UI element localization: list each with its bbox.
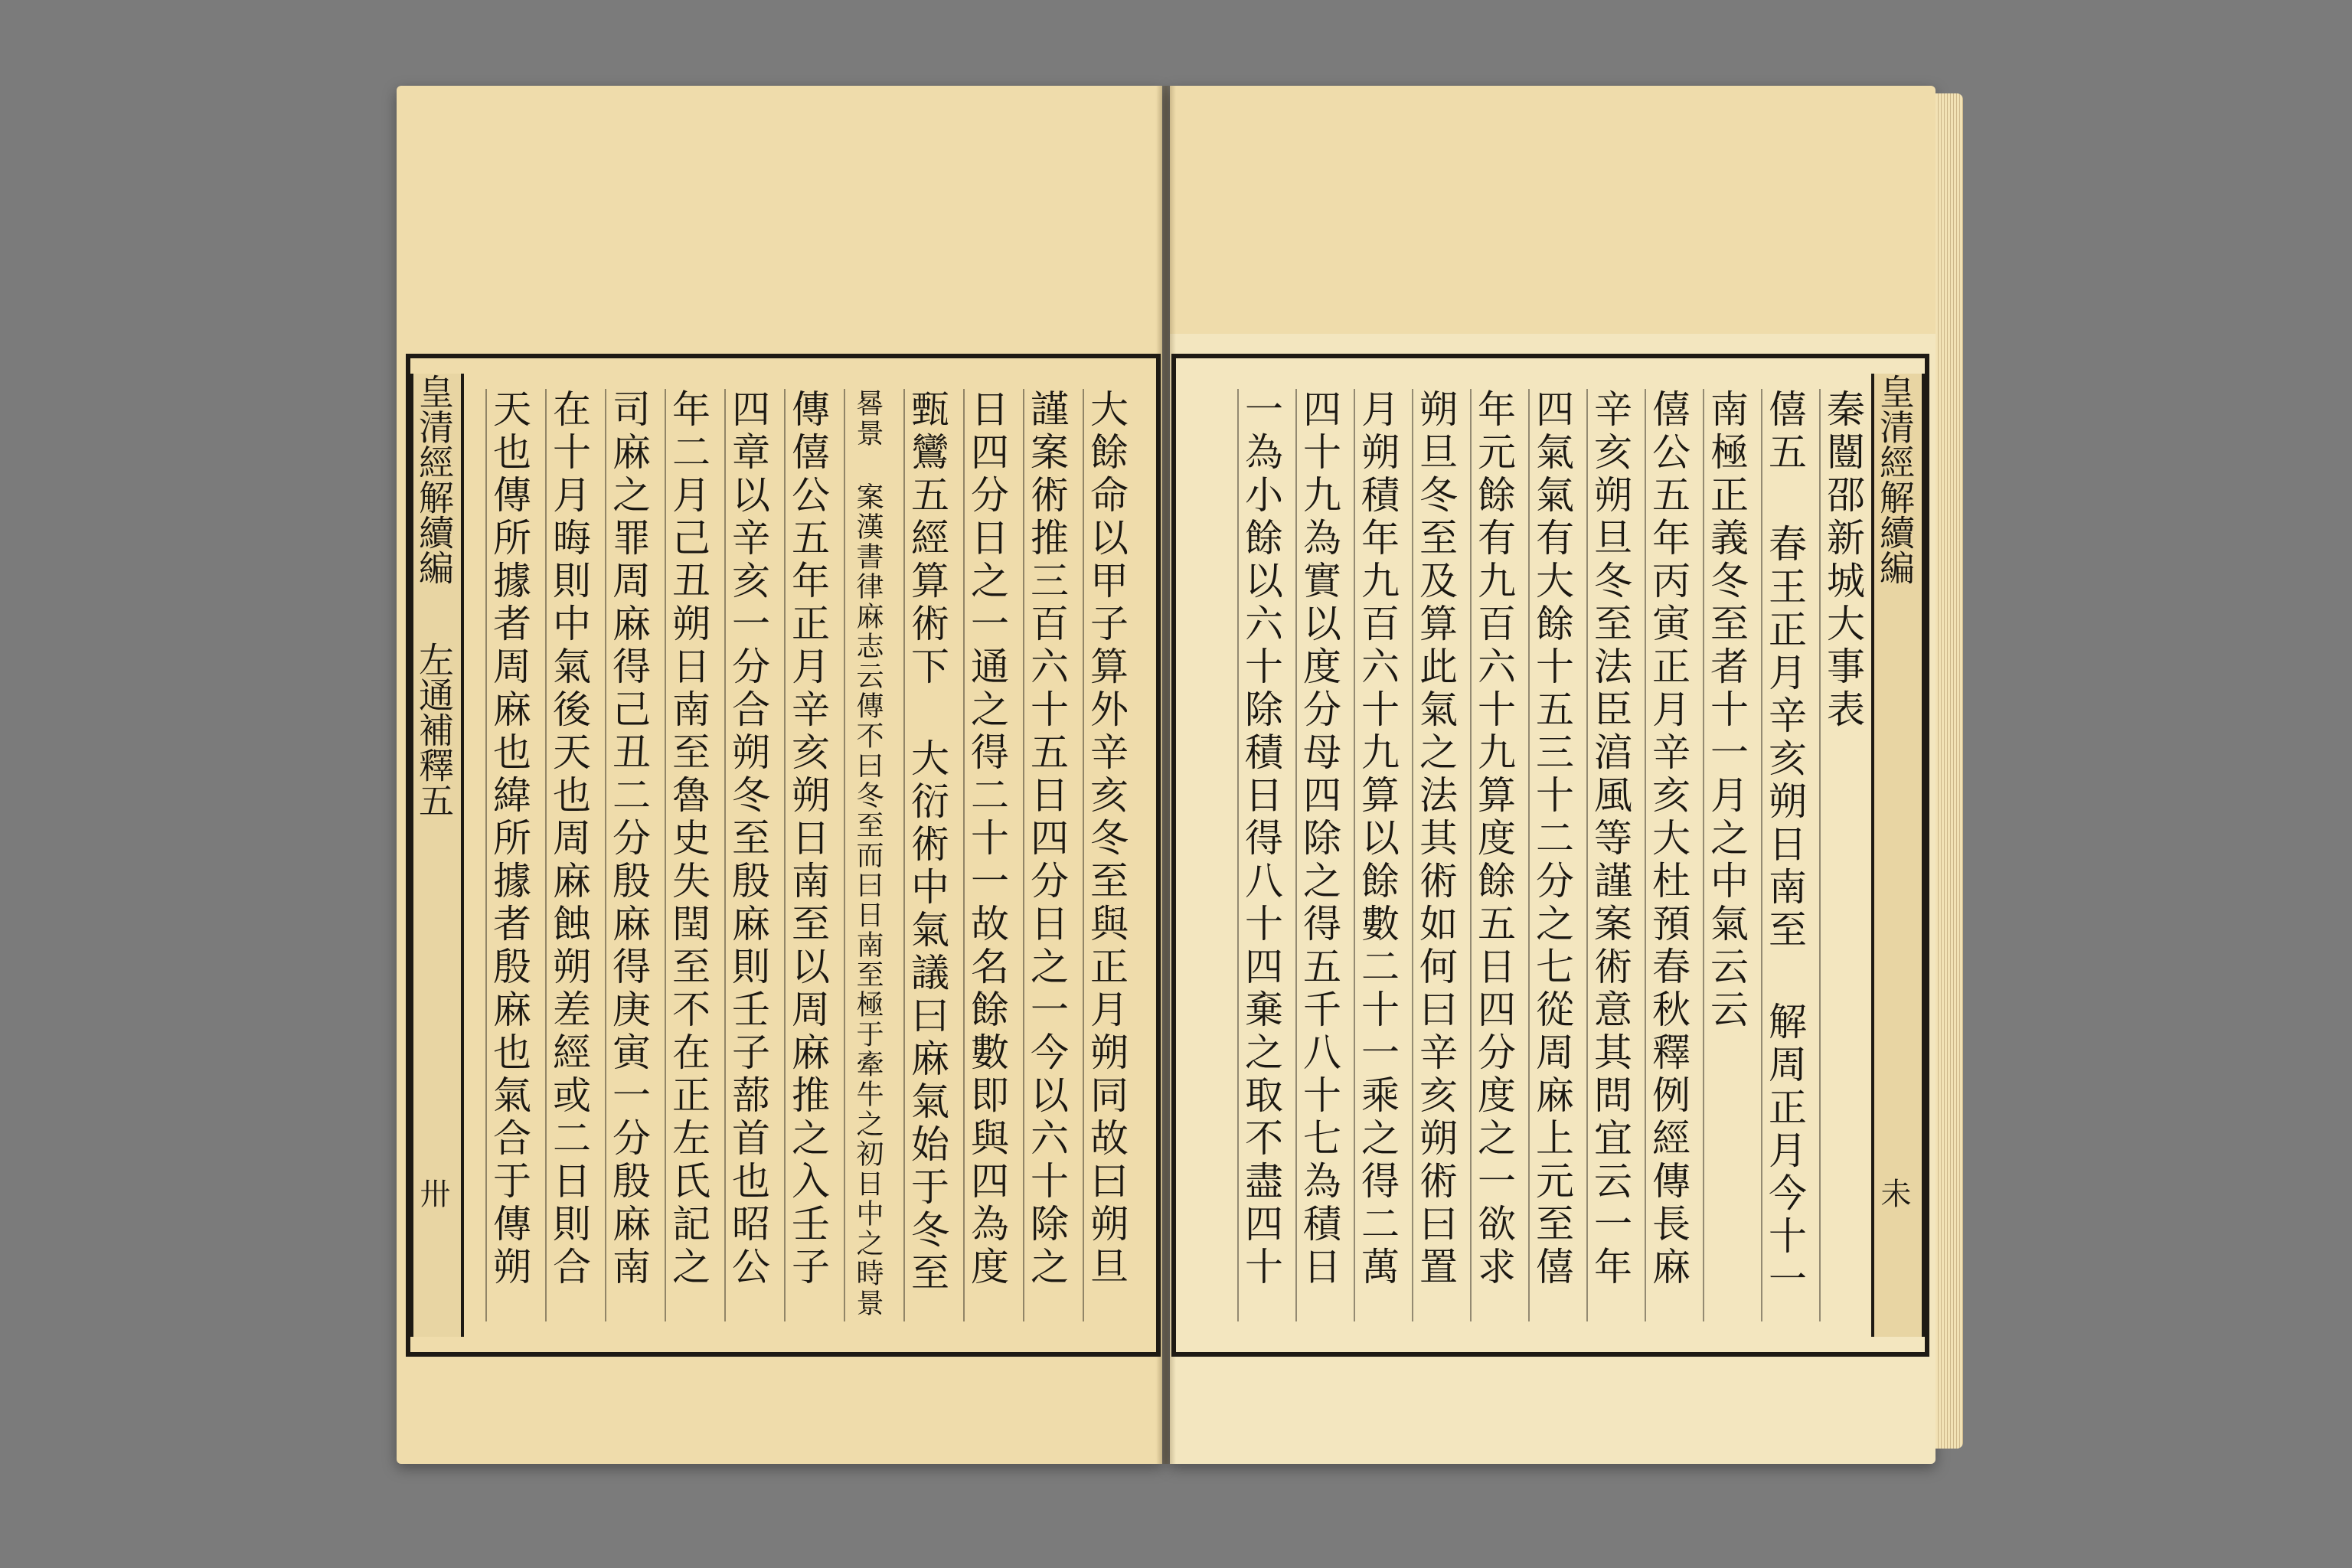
right-column-3: 南極正義冬至者十一月之中氣云云 (1703, 389, 1750, 1321)
left-column-1: 大餘命以甲子算外辛亥冬至與正月朔同故曰朔旦 (1083, 389, 1130, 1321)
right-column-9: 月朔積年九百六十九算以餘數二十一乘之得二萬 (1354, 389, 1401, 1321)
left-column-10: 在十月晦則中氣後天也周麻蝕朔差經或二日則合 (545, 389, 593, 1321)
left-column-2: 謹案術推三百六十五日四分日之一今以六十除之 (1023, 389, 1070, 1321)
left-text-frame (406, 354, 1161, 1357)
left-column-11: 天也傳所據者周麻也緯所據者殷麻也氣合于傳朔 (485, 389, 533, 1321)
open-book (397, 86, 1958, 1472)
right-column-2: 僖五 春王正月辛亥朔日南至 解周正月今十一 (1761, 389, 1808, 1321)
left-banner-subtitle: 左通補釋五 (413, 642, 455, 818)
right-column-7: 年元餘有九百六十九算度餘五日四分度之一欲求 (1470, 389, 1517, 1321)
left-column-6: 傳僖公五年正月辛亥朔日南至以周麻推之入壬子 (784, 389, 831, 1321)
right-text-frame (1171, 354, 1929, 1357)
right-column-1: 秦闓邵新城大事表 (1819, 389, 1867, 1321)
page-edges (1936, 93, 1963, 1449)
right-column-11: 一為小餘以六十除積日得八十四棄之取不盡四十 (1237, 389, 1285, 1321)
right-folio: 未 (1876, 1178, 1911, 1208)
left-column-7: 四章以辛亥一分合朔冬至殷麻則壬子蔀首也昭公 (724, 389, 772, 1321)
left-column-4: 甄鸞五經算術下 大衍術中氣議曰麻氣始于冬至 (903, 389, 951, 1321)
left-banner-title: 皇清經解續編 (413, 374, 455, 585)
right-column-4: 僖公五年丙寅正月辛亥大杜預春秋釋例經傳長麻 (1645, 389, 1692, 1321)
right-column-6: 四氣氣有大餘十五三十二分之七從周麻上元至僖 (1528, 389, 1576, 1321)
left-column-8: 年二月己丑朔日南至魯史失閏至不在正左氏記之 (665, 389, 712, 1321)
left-folio: 卅 (415, 1178, 450, 1208)
right-banner-title: 皇清經解續編 (1874, 374, 1916, 585)
right-column-8: 朔旦冬至及算此氣之法其術如何曰辛亥朔術曰置 (1412, 389, 1459, 1321)
right-column-5: 辛亥朔旦冬至法臣湻風等謹案術意其問宜云一年 (1586, 389, 1634, 1321)
left-column-9: 司麻之罪周麻得己丑二分殷麻得庚寅一分殷麻南 (605, 389, 652, 1321)
left-column-5: 晷景 案漢書律麻志云傳不曰冬至而曰日南至極于牽牛之初日中之時景 (844, 389, 891, 1321)
right-column-10: 四十九為實以度分母四除之得五千八十七為積日 (1295, 389, 1343, 1321)
left-column-3: 日四分日之一通之得二十一故名餘數即與四為度 (963, 389, 1011, 1321)
